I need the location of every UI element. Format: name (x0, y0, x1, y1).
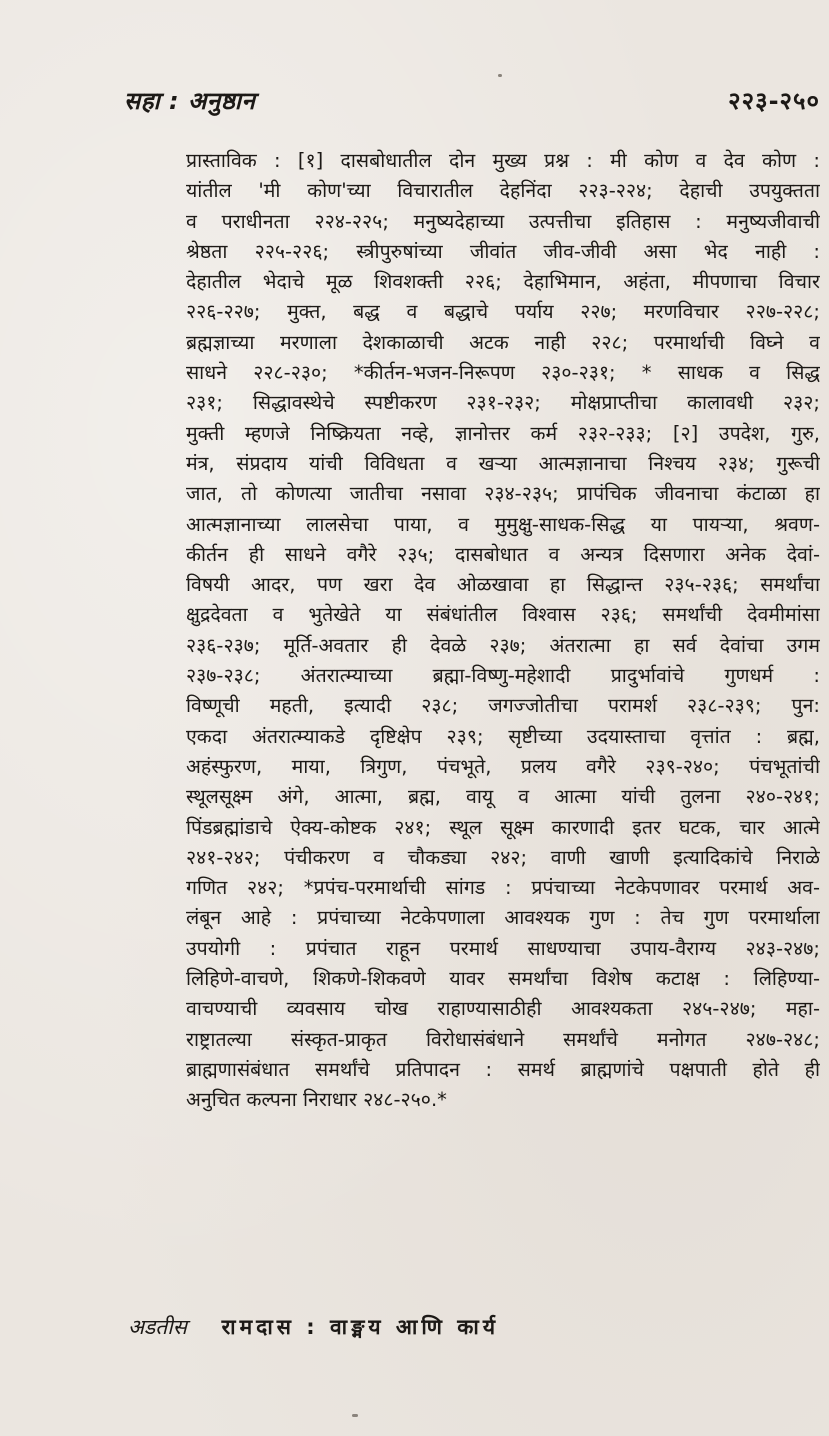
text-line: वाचण्याची व्यवसाय चोख राहाण्यासाठीही आवश्यकता २४५-२४७; महा- (186, 997, 820, 1021)
text-line: श्रेष्ठता २२५-२२६; स्त्रीपुरुषांच्या जीवांत जीव-जीवी असा भेद नाही : (186, 239, 820, 263)
text-line: गणित २४२; *प्रपंच-परमार्थाची सांगड : प्रपंचाच्या नेटकेपणावर परमार्थ अव- (186, 876, 820, 900)
text-line: मुक्ती म्हणजे निष्क्रियता नव्हे, ज्ञानोत्तर कर्म २३२-२३३; [२] उपदेश, गुरु, (186, 421, 820, 445)
text-line: पिंडब्रह्मांडाचे ऐक्य-कोष्टक २४१; स्थूल सूक्ष्म कारणादी इतर घटक, चार आत्मे (186, 815, 820, 839)
chapter-title: सहा : अनुष्ठान (124, 87, 256, 115)
text-line: देहातील भेदाचे मूळ शिवशक्ती २२६; देहाभिमान, अहंता, मीपणाचा विचार (186, 270, 820, 294)
paper-speck (352, 1414, 358, 1417)
text-line: लंबून आहे : प्रपंचाच्या नेटकेपणाला आवश्यक गुण : तेच गुण परमार्थाला (186, 906, 820, 930)
text-line: २३७-२३८; अंतरात्म्याच्या ब्रह्मा-विष्णु-महेशादी प्रादुर्भावांचे गुणधर्म : (186, 664, 820, 688)
text-line: विष्णूची महती, इत्यादी २३८; जगज्जोतीचा परामर्श २३८-२३९; पुन: (186, 694, 820, 718)
text-line: यांतील 'मी कोण'च्या विचारातील देहनिंदा २२३-२२४; देहाची उपयुक्तता (186, 179, 820, 203)
text-line: एकदा अंतरात्म्याकडे दृष्टिक्षेप २३९; सृष्टीच्या उदयास्ताचा वृत्तांत : ब्रह्म, (186, 724, 820, 748)
paper-speck (498, 74, 502, 77)
text-line: साधने २२८-२३०; *कीर्तन-भजन-निरूपण २३०-२३१; * साधक व सिद्ध (186, 361, 820, 385)
text-line: राष्ट्रातल्या संस्कृत-प्राकृत विरोधासंबंधाने समर्थांचे मनोगत २४७-२४८; (186, 1027, 820, 1051)
text-line: जात, तो कोणत्या जातीचा नसावा २३४-२३५; प्रापंचिक जीवनाचा कंटाळा हा (186, 482, 820, 506)
text-line: ब्रह्मज्ञाच्या मरणाला देशकाळाची अटक नाही २२८; परमार्थाची विघ्ने व (186, 330, 820, 354)
text-line: २४१-२४२; पंचीकरण व चौकड्या २४२; वाणी खाणी इत्यादिकांचे निराळे (186, 845, 820, 869)
text-line: व पराधीनता २२४-२२५; मनुष्यदेहाच्या उत्पत्तीचा इतिहास : मनुष्यजीवाची (186, 209, 820, 233)
chapter-summary (186, 146, 820, 1116)
book-title: रामदास : वाङ्मय आणि कार्य (221, 1315, 500, 1339)
page-range: २२३-२५० (728, 87, 820, 115)
text-line: अनुचित कल्पना निराधार २४८-२५०.* (186, 1088, 447, 1112)
text-line: प्रास्ताविक : [१] दासबोधातील दोन मुख्य प्रश्न : मी कोण व देव कोण : (186, 149, 820, 172)
text-line: अहंस्फुरण, माया, त्रिगुण, पंचभूते, प्रलय वगैरे २३९-२४०; पंचभूतांची (186, 754, 820, 778)
text-line: कीर्तन ही साधने वगैरे २३५; दासबोधात व अन्यत्र दिसणारा अनेक देवां- (186, 542, 820, 566)
text-line: उपयोगी : प्रपंचात राहून परमार्थ साधण्याचा उपाय-वैराग्य २४३-२४७; (186, 936, 820, 960)
text-line: २२६-२२७; मुक्त, बद्ध व बद्धाचे पर्याय २२७; मरणविचार २२७-२२८; (186, 300, 820, 324)
page-footer (128, 1313, 499, 1343)
text-line: आत्मज्ञानाच्या लालसेचा पाया, व मुमुक्षु-साधक-सिद्ध या पायऱ्या, श्रवण- (186, 512, 820, 536)
text-line: लिहिणे-वाचणे, शिकणे-शिकवणे यावर समर्थांचा विशेष कटाक्ष : लिहिण्या- (186, 967, 820, 991)
text-line: २३१; सिद्धावस्थेचे स्पष्टीकरण २३१-२३२; मोक्षप्राप्तीचा कालावधी २३२; (186, 391, 820, 415)
page-number: अडतीस (128, 1315, 187, 1339)
text-line: २३६-२३७; मूर्ति-अवतार ही देवळे २३७; अंतरात्मा हा सर्व देवांचा उगम (186, 633, 820, 657)
text-line: स्थूलसूक्ष्म अंगे, आत्मा, ब्रह्म, वायू व आत्मा यांची तुलना २४०-२४१; (186, 785, 820, 809)
text-line: मंत्र, संप्रदाय यांची विविधता व खऱ्या आत्मज्ञानाचा निश्चय २३४; गुरूची (186, 451, 820, 475)
text-line: क्षुद्रदेवता व भुतेखेते या संबंधांतील विश्वास २३६; समर्थांची देवमीमांसा (186, 603, 820, 627)
text-line: विषयी आदर, पण खरा देव ओळखावा हा सिद्धान्त २३५-२३६; समर्थांचा (186, 573, 820, 597)
running-head (124, 84, 820, 120)
text-line: ब्राह्मणासंबंधात समर्थांचे प्रतिपादन : समर्थ ब्राह्मणांचे पक्षपाती होते ही (186, 1057, 820, 1081)
